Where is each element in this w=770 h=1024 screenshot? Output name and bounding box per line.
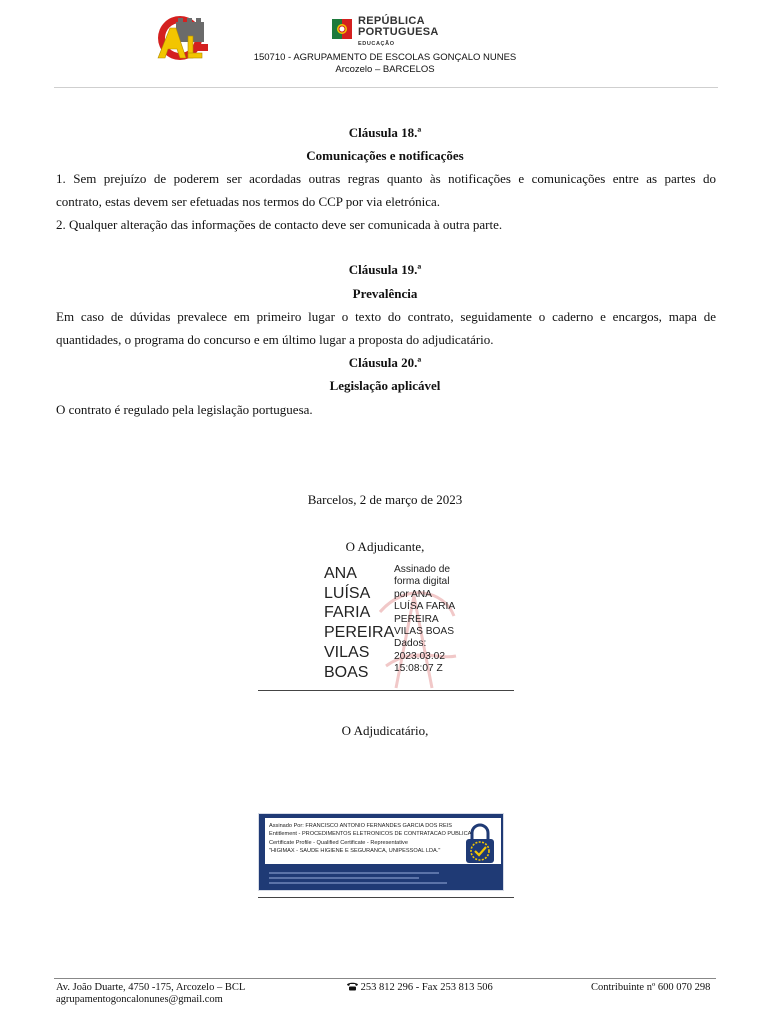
header-divider (54, 87, 718, 88)
portugal-emblem-icon (330, 17, 354, 41)
signer-name-line: PEREIRA (324, 624, 395, 642)
signer-name (324, 564, 394, 682)
clause-19-subtitle: Prevalência (352, 286, 418, 301)
stamp-footer (269, 870, 447, 884)
clause-20-paragraph: O contrato é regulado pela legislação portuguesa. (56, 402, 313, 417)
signature-detail-line: LUÍSA FARIA (394, 601, 456, 613)
footer-taxpayer: Contribuinte nº 600 070 298 (591, 982, 711, 993)
republica-portuguesa-logo (330, 16, 460, 50)
footer-address-block (56, 982, 245, 1006)
footer-divider (54, 978, 716, 979)
signer-name-line: BOAS (324, 663, 369, 681)
clause-19-paragraph (56, 305, 716, 351)
signature-detail-line: Dados: (394, 638, 427, 650)
stamp-line: Certificate Profile - Qualified Certificate - Representative (269, 839, 408, 846)
republic-logo-line2: PORTUGUESA (358, 26, 439, 38)
stamp-line: Entitlement - PROCEDIMENTOS ELETRONICOS DE CONTRATACAO PUBLICA (269, 831, 472, 838)
signature-details (394, 564, 455, 676)
signature-detail-line: PEREIRA (394, 613, 439, 625)
clause-19-p-line2: quantidades, o programa do concurso e em último lugar a proposta do adjudicatário. (56, 332, 494, 347)
signature-detail-line: 2023.03.02 (394, 650, 445, 662)
padlock-check-icon (463, 822, 497, 866)
signer-name-line: FARIA (324, 604, 371, 622)
signature-detail-line: por ANA (394, 588, 432, 600)
clause-18-subtitle: Comunicações e notificações (306, 148, 464, 163)
clause-20-title: Cláusula 20.ª (348, 355, 422, 370)
digital-signature-stamp (258, 813, 504, 891)
signature-detail-line: 15:08:07 Z (394, 663, 443, 675)
signature-detail-line: Assinado de (394, 564, 451, 575)
clause-18-title: Cláusula 18.ª (348, 125, 422, 140)
adjudicante-signature-line (258, 690, 514, 691)
clause-18-p1-line2: contrato, estas devem ser efetuadas nos termos do CCP por via eletrónica. (56, 194, 440, 209)
footer-address: Av. João Duarte, 4750 -175, Arcozelo – BCL (56, 982, 246, 993)
signer-name-line: VILAS (324, 643, 370, 661)
clause-19-title: Cláusula 19.ª (348, 262, 422, 277)
school-location: Arcozelo – BARCELOS (335, 64, 435, 75)
signature-detail-line: forma digital (394, 576, 450, 588)
adjudicatario-signature-line (258, 897, 514, 898)
adjudicante-label: O Adjudicante, (345, 539, 425, 554)
signer-name-line: LUÍSA (324, 584, 371, 602)
stamp-line: Assinado Por: FRANCISCO ANTONIO FERNANDES GARCIA DOS REIS (269, 823, 452, 829)
republic-logo-sub: EDUCAÇÃO (358, 41, 395, 47)
footer-phone-block (347, 982, 493, 994)
footer-phone: 253 812 296 - Fax 253 813 506 (360, 982, 493, 993)
republic-logo-line1: REPÚBLICA (358, 15, 425, 27)
clause-18-paragraph-2: 2. Qualquer alteração das informações de contacto deve ser comunicada à outra parte. (56, 217, 503, 232)
clause-20-subtitle: Legislação aplicável (329, 378, 441, 393)
signature-detail-line: VILAS BOAS (394, 626, 455, 638)
stamp-line: "HIGIMAX - SAUDE HIGIENE E SEGURANCA, UNIPESSOAL LDA." (269, 848, 441, 855)
clause-18-paragraph-1 (56, 167, 716, 213)
school-name: 150710 - AGRUPAMENTO DE ESCOLAS GONÇALO NUNES (253, 52, 517, 63)
footer-email: agrupamentogoncalonunes@gmail.com (56, 994, 223, 1005)
clause-18-p1-line1: 1. Sem prejuízo de poderem ser acordadas outras regras quanto às notificações e comunicações entre as partes do (56, 171, 716, 186)
adjudicatario-label: O Adjudicatário, (341, 723, 429, 738)
telephone-icon (347, 982, 358, 991)
clause-19-p-line1: Em caso de dúvidas prevalece em primeiro lugar o texto do contrato, seguidamente o caderno e encargos, mapa de (56, 309, 716, 324)
place-date: Barcelos, 2 de março de 2023 (307, 492, 463, 507)
signer-name-line: ANA (324, 565, 357, 582)
stamp-text (269, 822, 471, 856)
